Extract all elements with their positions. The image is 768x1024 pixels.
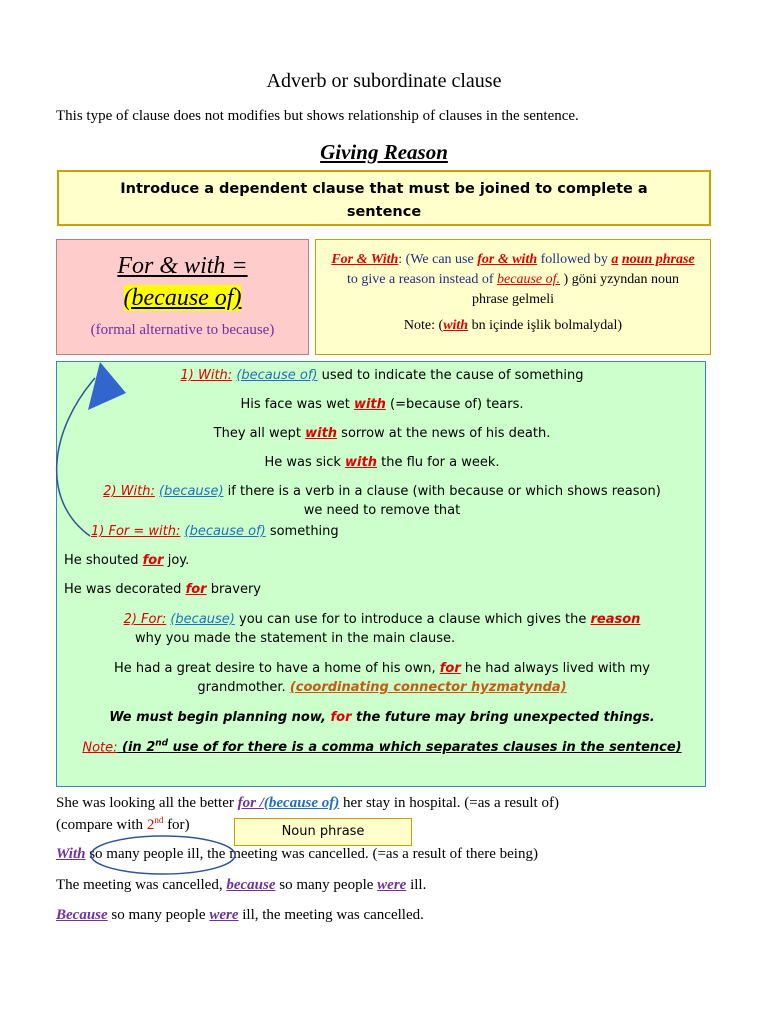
noun-phrase-label: Noun phrase <box>234 818 412 846</box>
text: Note: ( <box>403 318 444 333</box>
text: so many people ill, the meeting was cancelled. (=as a result of there being) <box>85 846 538 862</box>
text: The meeting was cancelled, <box>56 877 227 893</box>
for-rule-2-cont: why you made the statement in the main clause. <box>135 631 456 646</box>
text: (in 2 <box>117 740 156 756</box>
intro-text: This type of clause does not modifies but shows relationship of clauses in the sentence. <box>56 108 579 124</box>
with-term: with <box>443 318 469 333</box>
noun-phrase-term: noun phrase <box>621 252 695 267</box>
rule-number: 2) For: <box>123 612 167 627</box>
formal-alternative-note: (formal alternative to because) <box>90 322 275 338</box>
text: sorrow at the news of his death. <box>337 426 551 441</box>
for-term: for <box>237 795 256 811</box>
with-term: with <box>305 426 338 441</box>
because-term: Because <box>56 907 108 923</box>
page-title: Adverb or subordinate clause <box>266 70 502 92</box>
rule-paren: (because of) <box>184 524 266 539</box>
text: so many people <box>275 877 378 893</box>
were-term: were <box>377 877 407 893</box>
text: use of for there is a comma which separates clauses in the sentence) <box>168 740 682 756</box>
section-title: Giving Reason <box>320 140 448 164</box>
rule-paren: (because) <box>159 484 224 499</box>
connector-note: (coordinating connector hyzmatynda) <box>289 680 567 695</box>
text: her stay in hospital. (=as a result of) <box>339 795 559 811</box>
because-of-label: (because of) <box>123 285 242 311</box>
curved-arrow-line <box>57 378 95 536</box>
text: joy. <box>163 553 190 568</box>
text: followed by <box>537 252 612 267</box>
for-with-label: For & with = <box>117 253 248 279</box>
text: to give a reason instead of <box>346 272 498 287</box>
rule-text: you can use for to introduce a clause which gives the <box>234 612 591 627</box>
noun-phrase-circle <box>91 836 235 874</box>
text: He was sick <box>264 455 346 470</box>
reason-term: reason <box>590 612 641 627</box>
text: bn içinde işlik bolmalydal) <box>468 318 623 333</box>
superscript: nd <box>155 739 169 749</box>
text: the future may bring unexpected things. <box>351 710 655 725</box>
with-rule-2-cont: we need to remove that <box>303 503 461 518</box>
definition-line-1: Introduce a dependent clause that must be joined to complete a <box>120 181 648 197</box>
for-term: for <box>185 582 207 597</box>
text: : (We can use <box>398 252 478 267</box>
text: She was looking all the better <box>56 795 238 811</box>
for-with-term: for & with <box>477 252 538 267</box>
with-term: with <box>353 397 386 412</box>
text: He shouted <box>64 553 143 568</box>
text: (compare with <box>56 817 147 833</box>
for-term: for <box>142 553 164 568</box>
were-term: were <box>209 907 239 923</box>
text: (=because of) tears. <box>385 397 524 412</box>
for-term: for <box>439 661 461 676</box>
for-with-term: For & With <box>331 252 399 267</box>
text: He was decorated <box>64 582 186 597</box>
note-label: Note: <box>82 740 118 756</box>
rule-text: if there is a verb in a clause (with because or which shows reason) <box>223 484 661 499</box>
because-of-term: because of. <box>497 272 561 287</box>
text: ) göni yzyndan noun phrase gelmeli <box>471 272 680 307</box>
definition-line-2: sentence <box>346 204 422 220</box>
text: ill, the meeting was cancelled. <box>238 907 424 923</box>
rule-number: 2) With: <box>103 484 155 499</box>
text: the flu for a week. <box>376 455 500 470</box>
rule-text: used to indicate the cause of something <box>317 368 584 383</box>
text: ill. <box>406 877 427 893</box>
text: grandmother. <box>197 680 290 695</box>
text: He had a great desire to have a home of his own, <box>114 661 440 676</box>
text: ) <box>184 817 190 833</box>
text: We must begin planning now, <box>109 710 331 725</box>
because-of-term: (because of) <box>263 795 340 811</box>
because-term: because <box>226 877 276 893</box>
rule-number: 1) For = with: <box>91 524 181 539</box>
text: for <box>163 817 185 833</box>
rule-text: something <box>265 524 339 539</box>
rule-number: 1) With: <box>180 368 233 383</box>
text: he had always lived with my <box>460 661 650 676</box>
slash: / <box>255 795 264 811</box>
text: so many people <box>107 907 210 923</box>
text: bravery <box>206 582 261 597</box>
text: His face was wet <box>240 397 354 412</box>
text: They all wept <box>213 426 306 441</box>
arrow-head-icon <box>88 362 126 410</box>
rule-paren: (because) <box>170 612 235 627</box>
number: 2 <box>146 817 155 833</box>
superscript: nd <box>154 815 164 825</box>
with-term: With <box>56 846 86 862</box>
for-term: for <box>330 710 352 725</box>
with-term: with <box>345 455 377 470</box>
a-term: a <box>611 252 619 267</box>
rule-paren: (because of) <box>236 368 318 383</box>
